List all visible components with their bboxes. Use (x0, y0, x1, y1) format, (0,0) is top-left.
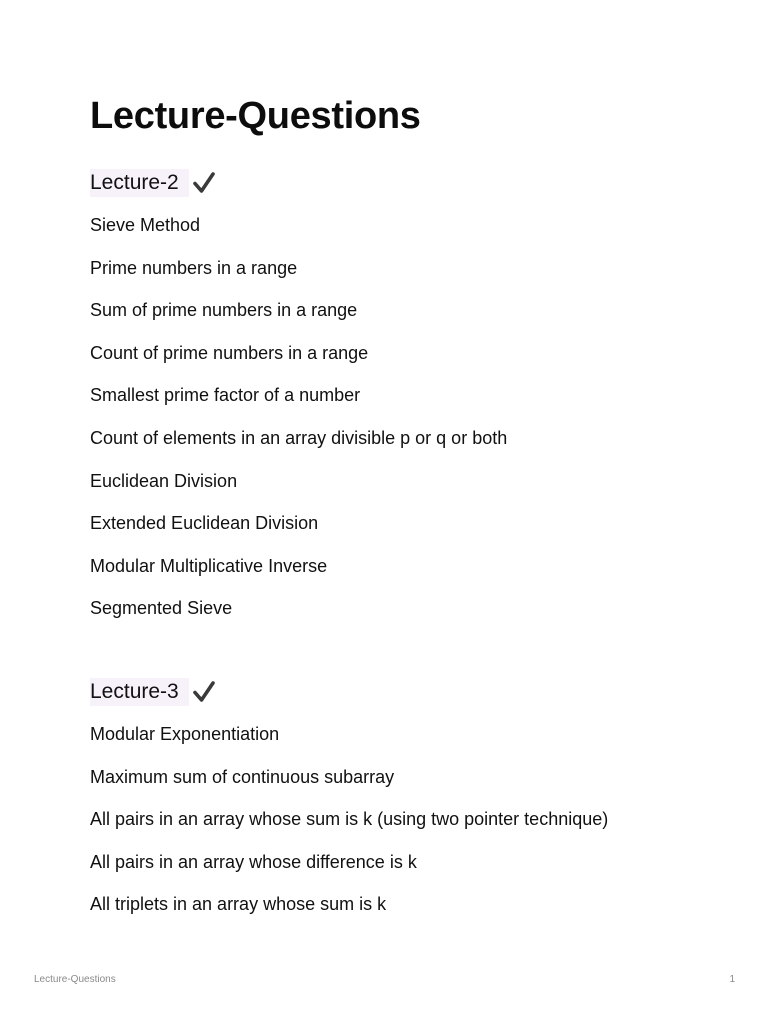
footer-page-number: 1 (729, 974, 735, 985)
question-list (90, 213, 507, 620)
question-item: Maximum sum of continuous subarray (90, 766, 395, 787)
footer-document-name: Lecture-Questions (34, 974, 116, 985)
question-item: Modular Multiplicative Inverse (90, 555, 328, 576)
question-item: Sum of prime numbers in a range (90, 300, 358, 321)
question-item: Count of elements in an array divisible p or q or both (90, 427, 508, 448)
section-heading (90, 677, 608, 707)
check-icon (191, 170, 217, 196)
question-item: Euclidean Division (90, 470, 238, 491)
section-heading-label: Lecture-3 (90, 678, 189, 706)
question-item: All pairs in an array whose difference is k (90, 851, 417, 872)
question-item: All triplets in an array whose sum is k (90, 894, 387, 915)
question-item: Prime numbers in a range (90, 257, 298, 278)
question-item: All pairs in an array whose sum is k (using two pointer technique) (90, 809, 609, 830)
section-lecture-3 (90, 677, 608, 916)
question-item: Smallest prime factor of a number (90, 385, 361, 406)
page-title: Lecture-Questions (90, 95, 421, 137)
section-heading (90, 168, 507, 198)
question-item: Count of prime numbers in a range (90, 342, 369, 363)
section-heading-label: Lecture-2 (90, 169, 189, 197)
check-icon (191, 679, 217, 705)
question-item: Modular Exponentiation (90, 724, 280, 744)
section-lecture-2 (90, 168, 507, 620)
question-item: Segmented Sieve (90, 598, 233, 619)
question-list (90, 722, 608, 916)
question-item: Sieve Method (90, 215, 201, 235)
question-item: Extended Euclidean Division (90, 513, 319, 534)
